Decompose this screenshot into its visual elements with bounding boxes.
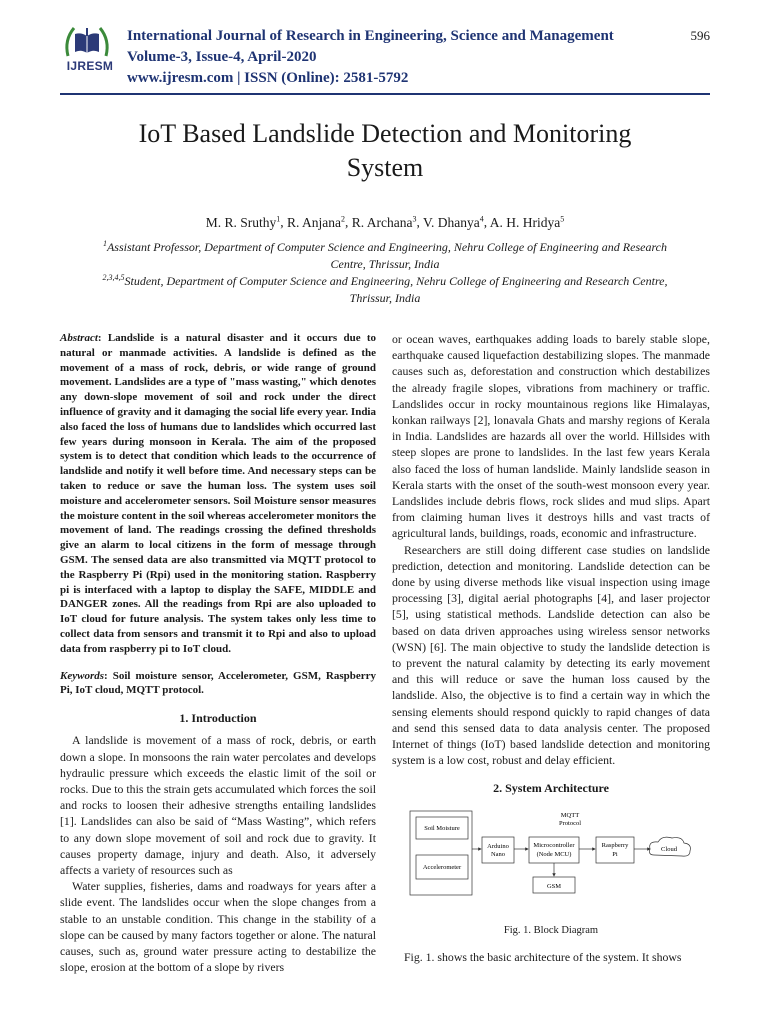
microcontroller-label-2: (Node MCU) bbox=[536, 850, 572, 858]
block-diagram bbox=[392, 809, 710, 917]
cloud-label: Cloud bbox=[661, 845, 677, 853]
section-heading-architecture: 2. System Architecture bbox=[493, 781, 609, 796]
paragraph: A landslide is movement of a mass of rock, debris, or earth down a slope. In monsoons the rain water percolates and develops hydraulic pressure which exceeds the elastic limit of the soil or rocks. Due to this the strain gets accumulated which forces the soil and rocks to loosen their adhesive strengths entailing landslides [1]. Landslides can also be said of “Mass Wasting”, which refers to any down slope movement of soil and rock due to gravity. It causes property damage, injury and death. Also, it adversely affects a variety of resources such as bbox=[60, 733, 376, 877]
logo-text: IJRESM bbox=[66, 59, 114, 73]
sensor-group-box bbox=[410, 811, 472, 895]
title-line-2: System bbox=[346, 153, 424, 182]
keywords-text: Soil moisture sensor, Accelerometer, GSM, Raspberry Pi, IoT cloud, MQTT protocol. bbox=[60, 669, 376, 697]
paragraph: or ocean waves, earthquakes adding loads to barely stable slope, earthquake caused liquefaction destabilizing slopes. The manmade causes such as, deforestation and construction which destabilizes the already fragile slopes, vibrations from machinery or traffic. Landslides occur in rocky mountainous regions like Himalayas, konkan railways [2], lonavala Ghats and marshy regions of Kerala in India. Landslides are hazards all over the world. Hillsides with steep slopes are prone to landslides. In the last few years Kerala also faced the loss of human landslide. Mainly landslide season in Kerala starts with the onset of the south-west monsoon every year. Landslides include debris flows, rock slides and mud slips. Apart from claiming human lives it destroys hills and vast tracts of agricultural lands, buildings, roads, economic and infrastructure. bbox=[392, 332, 710, 541]
mqtt-label-1: MQTT bbox=[560, 811, 580, 819]
journal-header bbox=[127, 26, 614, 89]
raspberry-pi-box bbox=[596, 837, 634, 863]
gsm-label: GSM bbox=[546, 882, 562, 890]
paragraph: Water supplies, fisheries, dams and roadways for years after a slide event. The landslides occur when the slope changes from a stable to an unstable condition. This change in the stability of a slope can be caused by many factors together or alone. The natural causes, such as, ground water pressure acting to destabilize the slope, erosion at the bottom of a slope by rivers bbox=[60, 879, 376, 975]
arduino-box bbox=[482, 837, 514, 863]
arduino-label-1: Arduino bbox=[487, 842, 509, 850]
journal-logo-icon bbox=[60, 22, 114, 62]
author: R. Anjana$^2$ bbox=[287, 214, 345, 230]
arduino-label-2: Nano bbox=[490, 850, 506, 858]
paragraph: Fig. 1. shows the basic architecture of the system. It shows bbox=[404, 950, 682, 965]
header-rule bbox=[60, 93, 710, 95]
accelerometer-label: Accelerometer bbox=[422, 863, 462, 871]
title-line-1: IoT Based Landslide Detection and Monitoring bbox=[138, 119, 632, 148]
microcontroller-label-1: Microcontroller bbox=[533, 841, 575, 849]
abstract-text: Landslide is a natural disaster and it occurs due to natural or manmade activities. A landslide is defined as the movement of a mass of rock, debris, or wide range of ground movement. Landslides are a type of "mass wasting," which denotes any down-slope movement of soil and rock under the direct influence of gravity and it damaging the social life every year. India also faced the loss of humans due to landslides which occurred last few years during monsoon in Kerala. The aim of the proposed system is to detect that condition which leads to the occurrence of landslide and notify it well before time. And necessary steps can be taken to reduce or save the human loss. The system uses soil moisture and accelerometer sensors. Soil Moisture sensor measures the moisture content in the soil whereas accelerometer monitors the movement of land. The readings crossing the defined thresholds give an alarm to local citizens in the form of message through GSM. The sensed data are also transmitted via MQTT protocol to the Raspberry Pi (Rpi) used in the monitoring station. Raspberry pi is interfaced with a laptop to display the SAFE, MIDDLE and DANGER zones. All the readings from Rpi are also uploaded to IoT cloud for future analysis. The system takes only less time to collect data from sensors and transmit it to Rpi and also to upload data from raspberry pi to IoT cloud. bbox=[60, 332, 376, 655]
author: V. Dhanya$^4$ bbox=[423, 214, 484, 230]
raspberry-pi-label-1: Raspberry bbox=[601, 841, 629, 849]
paper-title bbox=[60, 117, 710, 185]
abstract: Abstract: Landslide is a natural disaster and it occurs due to natural or manmade activities. A landslide is defined as the movement of a mass of rock, debris, or wide range of ground movement. Landslides are a type of "mass wasting," which denotes any down-slope movement of soil and rock under the direct influence of gravity and it damaging the social life every year. India also faced the loss of humans due to landslides which occurred last few years during monsoon in Kerala. The aim of the proposed system is to detect that condition which leads to the occurrence of landslide and notify it well before time. And necessary steps can be taken to reduce or save the human loss. The system uses soil moisture and accelerometer sensors. Soil Moisture sensor measures the moisture content in the soil whereas accelerometer monitors the movement of land. The readings crossing the defined thresholds give an alarm to local citizens in the form of message through GSM. The sensed data are also transmitted via MQTT protocol to the Raspberry Pi (Rpi) used in the monitoring station. Raspberry pi is interfaced with a laptop to display the SAFE, MIDDLE and DANGER zones. All the readings from Rpi are also uploaded to IoT cloud for future analysis. The system takes only less time to collect data from sensors and transmit it to Rpi and also to upload data from raspberry pi to IoT cloud. bbox=[60, 332, 376, 655]
raspberry-pi-label-2: Pi bbox=[612, 850, 618, 858]
journal-volume: Volume-3, Issue-4, April-2020 bbox=[127, 49, 317, 65]
keywords-label: Keywords bbox=[60, 669, 104, 682]
journal-web: www.ijresm.com | ISSN (Online): 2581-5792 bbox=[127, 70, 409, 86]
author: M. R. Sruthy$^1$ bbox=[205, 214, 281, 230]
microcontroller-box bbox=[529, 837, 579, 863]
affiliation-1: $^1$Assistant Professor, Department of Computer Science and Engineering, Nehru College of Engineering and Research Centre, Thrissur, India bbox=[102, 239, 668, 271]
affiliation-2: $^{2,3,4,5}$Student, Department of Computer Science and Engineering, Nehru College of Engineering and Research Centre, Thrissur, India bbox=[102, 273, 668, 305]
soil-moisture-label: Soil Moisture bbox=[424, 824, 460, 832]
right-column bbox=[392, 331, 710, 965]
paragraph: Researchers are still doing different case studies on landslide prediction, detection and monitoring. Landslide detection can be done by using diverse methods like visual inspection using image processing [3], digital aerial photographs [4], and laser projector [5], using statistical methods. Landslide detection can also be based on data driven approaches using wireless sensor networks (WSN) [6]. The main objective to study the landslide detection is to prevent the natural calamity by detecting its early movement and this will reduce or save the human loss caused by the landslide. Also, the objective is to find a certain way in which the sensing elements should respond quickly to rapid changes of data and send this sensed data to data analysis center. The proposed Internet of things (IoT) based landslide detection and monitoring system is a low cost, robust and delay efficient. bbox=[392, 542, 710, 768]
author-list: M. R. Sruthy$^1$, R. Anjana$^2$, R. Archana$^3$, V. Dhanya$^4$, A. H. Hridya$^5$ bbox=[205, 214, 565, 230]
author: R. Archana$^3$ bbox=[351, 214, 417, 230]
journal-name: International Journal of Research in Engineering, Science and Management bbox=[127, 28, 614, 44]
mqtt-label-2: Protocol bbox=[558, 819, 582, 827]
abstract-label: Abstract bbox=[60, 332, 98, 344]
keywords: Keywords: Soil moisture sensor, Accelerometer, GSM, Raspberry Pi, IoT cloud, MQTT protocol. bbox=[60, 669, 376, 697]
left-column bbox=[60, 331, 376, 975]
page-number: 596 bbox=[690, 28, 710, 43]
section-heading-introduction: 1. Introduction bbox=[179, 711, 257, 726]
figure-caption: Fig. 1. Block Diagram bbox=[503, 924, 599, 936]
author: A. H. Hridya$^5$ bbox=[489, 214, 565, 230]
